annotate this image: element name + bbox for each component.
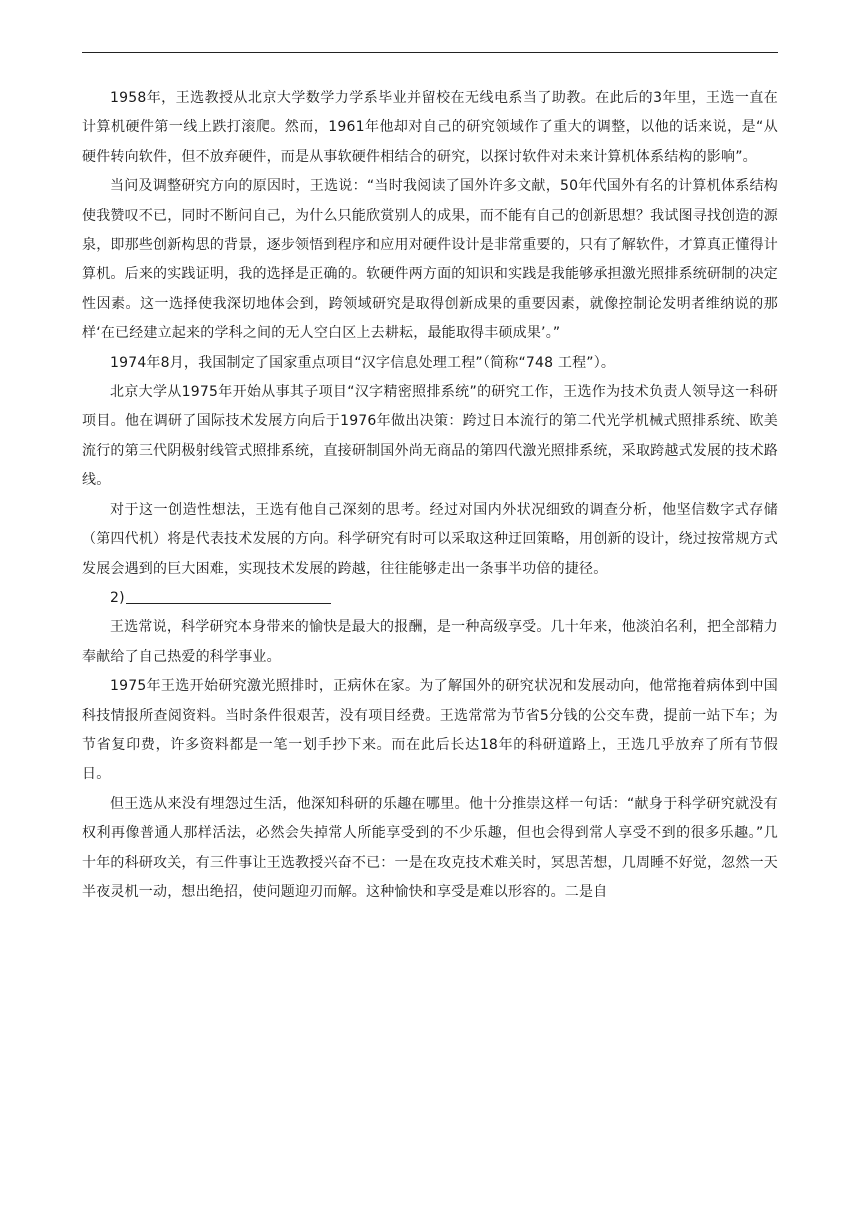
paragraph-7: 1975年王选开始研究激光照排时，正病休在家。为了解国外的研究状况和发展动向，他常拖着病体到中国科技情报所查阅资料。当时条件很艰苦，没有项目经费。王选常常为节省5分钱的公交车费，提前一站下车；为节省复印费，许多资料都是一笔一划手抄下来。而在此后长达18年的科研道路上，王选几乎放弃了所有节假日。 [82,678,778,783]
paragraph-4: 北京大学从1975年开始从事其子项目“汉字精密照排系统”的研究工作，王选作为技术负责人领导这一科研项目。他在调研了国际技术发展方向后于1976年做出决策：跨过日本流行的第二代光学机械式照排系统、欧美流行的第三代阴极射线管式照排系统，直接研制国外尚无商品的第四代激光照排系统，采取跨越式发展的技术路线。 [82,384,778,489]
paragraph-1: 1958年，王选教授从北京大学数学力学系毕业并留校在无线电系当了助教。在此后的3年里，王选一直在计算机硬件第一线上跌打滚爬。然而，1961年他却对自己的研究领域作了重大的调整，以他的话来说，是“从硬件转向软件，但不放弃硬件，而是从事软硬件相结合的研究，以探讨软件对未来计算机体系结构的影响”。 [82,90,778,165]
fill-in-blank-line [126,589,331,604]
paragraph-6: 王选常说，科学研究本身带来的愉快是最大的报酬，是一种高级享受。几十年来，他淡泊名利，把全部精力奉献给了自己热爱的科学事业。 [82,619,778,665]
section-heading-2 [82,584,778,613]
paragraph-5: 对于这一创造性想法，王选有他自己深刻的思考。经过对国内外状况细致的调查分析，他坚信数字式存储（第四代机）将是代表技术发展的方向。科学研究有时可以采取这种迂回策略，用创新的设计，绕过按常规方式发展会遇到的巨大困难，实现技术发展的跨越，往往能够走出一条事半功倍的捷径。 [82,501,778,577]
document-body [82,84,778,907]
paragraph-3: 1974年8月，我国制定了国家重点项目“汉字信息处理工程”（简称“748 工程”）。 [110,354,616,371]
header-rule [82,52,778,53]
paragraph-8: 但王选从来没有埋怨过生活，他深知科研的乐趣在哪里。他十分推崇这样一句话：“献身于科学研究就没有权利再像普通人那样活法，必然会失掉常人所能享受到的不少乐趣，但也会得到常人享受不到的很多乐趣。”几十年的科研攻关，有三件事让王选教授兴奋不已：一是在攻克技术难关时，冥思苦想，几周睡不好觉，忽然一天半夜灵机一动，想出绝招，使问题迎刃而解。这种愉快和享受是难以形容的。二是自 [82,795,778,900]
paragraph-2: 当问及调整研究方向的原因时，王选说：“当时我阅读了国外许多文献，50年代国外有名的计算机体系结构使我赞叹不已，同时不断问自己，为什么只能欣赏别人的成果，而不能有自己的创新思想？我试图寻找创造的源泉，即那些创新构思的背景，逐步领悟到程序和应用对硬件设计是非常重要的，只有了解软件，才算真正懂得计算机。后来的实践证明，我的选择是正确的。软硬件两方面的知识和实践是我能够承担激光照排系统研制的决定性因素。这一选择使我深切地体会到，跨领域研究是取得创新成果的重要因素，就像控制论发明者维纳说的那样‘在已经建立起来的学科之间的无人空白区上去耕耘，最能取得丰硕成果’。” [82,178,778,342]
section-number: 2) [110,589,125,606]
